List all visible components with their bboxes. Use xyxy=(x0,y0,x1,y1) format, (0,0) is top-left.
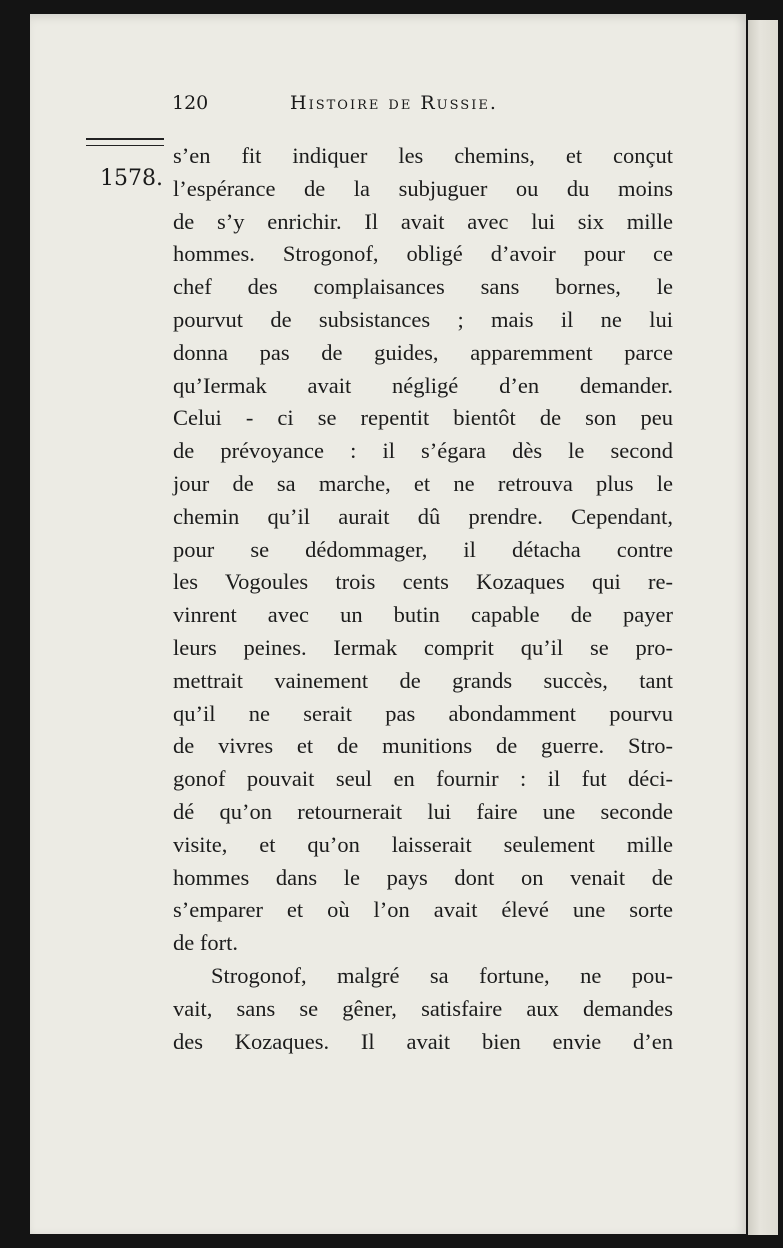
text-line: de fort. xyxy=(173,930,238,956)
text-line: de vivres et de munitions de guerre. Stro- xyxy=(173,733,673,759)
facing-page-edge xyxy=(748,20,778,1235)
text-line: les Vogoules trois cents Kozaques qui re- xyxy=(173,569,673,595)
text-line: Strogonof, malgré sa fortune, ne pou- xyxy=(211,962,673,988)
text-line: hommes dans le pays dont on venait de xyxy=(173,864,673,890)
running-title: Histoire de Russie. xyxy=(290,92,498,114)
text-line: de s’y enrichir. Il avait avec lui six mille xyxy=(173,208,673,234)
text-line: pourvut de subsistances ; mais il ne lui xyxy=(173,306,673,332)
text-line: donna pas de guides, apparemment parce xyxy=(173,339,673,365)
text-line: gonof pouvait seul en fournir : il fut déci- xyxy=(173,766,673,792)
text-line: qu’Iermak avait négligé d’en demander. xyxy=(173,372,673,398)
text-line: visite, et qu’on laisserait seulement mille xyxy=(173,831,673,857)
text-line: pour se dédommager, il détacha contre xyxy=(173,536,673,562)
body-text xyxy=(173,140,673,1058)
text-line: s’emparer et où l’on avait élevé une sorte xyxy=(173,897,673,923)
text-line: chemin qu’il aurait dû prendre. Cependant, xyxy=(173,503,673,529)
text-line: chef des complaisances sans bornes, le xyxy=(173,274,673,300)
text-line: hommes. Strogonof, obligé d’avoir pour ce xyxy=(173,241,673,267)
text-line: jour de sa marche, et ne retrouva plus le xyxy=(173,470,673,496)
text-line: vait, sans se gêner, satisfaire aux demandes xyxy=(173,995,673,1021)
margin-year: 1578. xyxy=(100,166,163,191)
margin-rule xyxy=(86,138,164,146)
page-header xyxy=(172,92,672,122)
text-line: mettrait vainement de grands succès, tant xyxy=(173,667,673,693)
text-line: dé qu’on retournerait lui faire une seconde xyxy=(173,798,673,824)
text-line: de prévoyance : il s’égara dès le second xyxy=(173,438,673,464)
text-line: Celui - ci se repentit bientôt de son peu xyxy=(173,405,673,431)
text-line: l’espérance de la subjuguer ou du moins xyxy=(173,175,673,201)
page-number: 120 xyxy=(172,92,209,114)
text-line: des Kozaques. Il avait bien envie d’en xyxy=(173,1028,673,1054)
text-line: qu’il ne serait pas abondamment pourvu xyxy=(173,700,673,726)
text-line: vinrent avec un butin capable de payer xyxy=(173,602,673,628)
text-line: s’en fit indiquer les chemins, et conçut xyxy=(173,143,673,168)
text-line: leurs peines. Iermak comprit qu’il se pro- xyxy=(173,634,673,660)
